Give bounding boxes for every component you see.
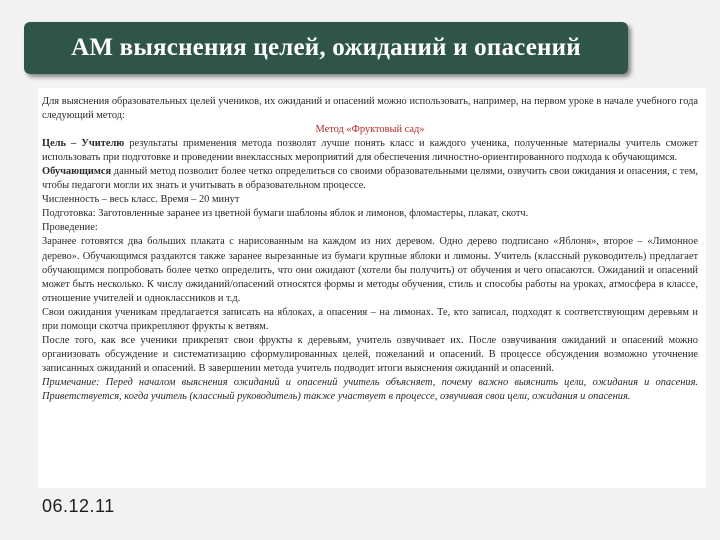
learners-label: Обучающимся xyxy=(42,166,112,178)
learners-paragraph xyxy=(42,165,698,193)
slide-date: 06.12.11 xyxy=(42,496,115,516)
procedure-label: Проведение: xyxy=(42,222,98,234)
size-line: Численность – весь класс. Время – 20 минут xyxy=(42,194,240,206)
goal-text: результаты применения метода позволят лучше понять класс и каждого ученика, полученные материалы учитель сможет использовать при подготовке и проведении внеклассных мероприятий для обеспечения личностно-ориентированного подхода к обучающимся. xyxy=(42,138,698,164)
goal-label: Цель – Учителю xyxy=(42,138,125,150)
slide-title: АМ выяснения целей, ожиданий и опасений xyxy=(71,34,581,61)
goal-paragraph xyxy=(42,137,698,165)
intro-paragraph: Для выяснения образовательных целей учеников, их ожиданий и опасений можно использовать, например, на первом уроке в начале учебного года следующий метод: xyxy=(42,96,698,122)
procedure-paragraph-3: После того, как все ученики прикрепят свои фрукты к деревьям, учитель озвучивает их. После озвучивания ожиданий и опасений можно организовать обсуждение и систематизацию сформулированных целей, пожеланий и опасений. В процессе обсуждения возможно уточнение записанных ожиданий и опасений. В завершении метода учитель подводит итоги выяснения ожиданий и опасений. xyxy=(42,334,698,374)
note-paragraph: Примечание: Перед началом выяснения ожиданий и опасений учитель объясняет, почему важно выяснить цели, ожидания и опасения. Приветствуется, когда учитель (классный руководитель) также участвует в процессе, озвучивая свои цели, ожидания и опасения. xyxy=(42,376,698,402)
learners-text: данный метод позволит более четко определиться со своими образовательными целями, озвучить свои ожидания и опасения, с тем, чтобы педагоги могли их знать и учитывать в образовательном процессе. xyxy=(42,166,698,192)
procedure-paragraph-2: Свои ожидания ученикам предлагается записать на яблоках, а опасения – на лимонах. Те, кто записал, подходят к соответствующим деревьям и при помощи скотча прикрепляют фрукты к ветвям. xyxy=(42,306,698,332)
prep-line: Подготовка: Заготовленные заранее из цветной бумаги шаблоны яблок и лимонов, фломастеры, плакат, скотч. xyxy=(42,208,529,220)
method-name: Метод «Фруктовый сад» xyxy=(315,124,425,136)
body-text xyxy=(42,95,698,404)
title-banner xyxy=(24,22,628,74)
procedure-paragraph-1: Заранее готовятся два больших плаката с нарисованным на каждом из них деревом. Одно дерево подписано «Яблоня», второе – «Лимонное дерево». Обучающимся раздаются также заранее вырезанные из бумаги крупные яблоки и лимоны. Учитель (классный руководитель) предлагает обучающимся попробовать более четко определить, что они ожидают (хотели бы получить) от обучения и чего опасаются. Ожиданий и опасений может быть несколько. К числу ожиданий/опасений относятся формы и методы обучения, стиль и способы работы на уроках, атмосфера в классе, отношение учителей и одноклассников и т.д. xyxy=(42,236,698,304)
